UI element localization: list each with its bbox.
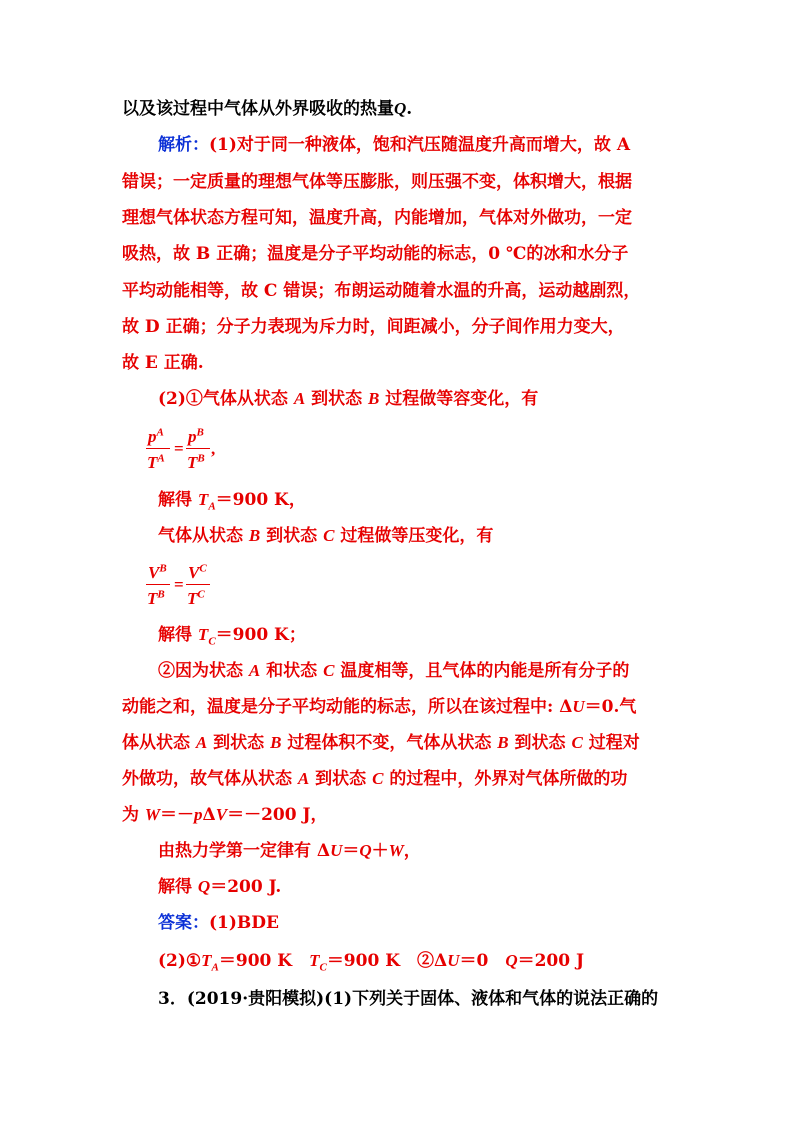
analysis-colon: ：	[192, 135, 209, 155]
text: (2)①气体从状态	[158, 389, 294, 409]
text: ＝900 K，	[215, 490, 306, 510]
var-w: W	[144, 805, 161, 824]
answer-colon: ：	[192, 913, 209, 933]
text: ＝900 K	[218, 951, 310, 971]
superscript: C	[199, 562, 207, 575]
symbol: V	[188, 563, 200, 582]
equals-sign: =	[174, 439, 184, 458]
fraction-bar	[186, 448, 210, 449]
text: 气体从状态	[158, 526, 249, 546]
part2-step2	[158, 525, 493, 547]
superscript: B	[197, 452, 205, 465]
var-c: C	[571, 733, 583, 752]
text: 外做功，故气体从状态	[122, 769, 298, 789]
analysis-label: 解析	[158, 135, 192, 155]
intro-text: 以及该过程中气体从外界吸收的热量	[122, 99, 394, 119]
symbol: T	[147, 589, 158, 608]
symbol: T	[187, 453, 198, 472]
fraction-denominator	[147, 590, 165, 608]
text: 过程做等容变化，有	[379, 389, 539, 409]
symbol: T	[187, 589, 198, 608]
text: 解得	[158, 877, 198, 897]
question-text: (2019·贵阳模拟)(1)下列关于固体、液体和气体的说法正确的	[186, 989, 659, 1009]
symbol: T	[147, 453, 158, 472]
text: 到状态	[508, 733, 572, 753]
text: 到状态	[305, 389, 369, 409]
analysis-line-3: 理想气体状态方程可知，温度升高，内能增加，气体对外做功，一定	[122, 208, 632, 228]
text: ＝900 K ②Δ	[326, 951, 448, 971]
equation-isochoric	[146, 424, 266, 474]
var-c: C	[323, 661, 335, 680]
text: 为	[122, 805, 145, 825]
text: ＝900 K；	[215, 625, 306, 645]
analysis-line-1	[158, 134, 630, 156]
var-b: B	[248, 526, 261, 545]
answer-line-2	[158, 950, 584, 972]
text: 到状态	[207, 733, 271, 753]
text: 动能之和，温度是分子平均动能的标志，所以在该过程中: Δ	[122, 697, 573, 717]
text: ＝－200 J，	[227, 805, 328, 825]
var-b: B	[368, 389, 380, 408]
text: ②因为状态	[158, 661, 249, 681]
text: ＝0	[459, 951, 506, 971]
superscript: C	[197, 588, 205, 601]
fraction-bar	[186, 584, 210, 585]
analysis-line-2: 错误；一定质量的理想气体等压膨胀，则压强不变，体积增大，根据	[122, 172, 632, 192]
answer-first: (1)BDE	[209, 913, 279, 933]
text: 的过程中，外界对气体所做的功	[383, 769, 628, 789]
var-a: A	[293, 389, 306, 408]
analysis-line-7: 故 E 正确.	[122, 353, 204, 373]
fraction-bar	[146, 448, 170, 449]
text: 解得	[158, 490, 198, 510]
superscript: B	[159, 562, 167, 575]
text: 到状态	[309, 769, 373, 789]
var-a: A	[195, 733, 208, 752]
p2-line-4	[122, 768, 627, 790]
superscript: A	[157, 452, 165, 465]
var-u: U	[572, 697, 585, 716]
text: (2)①	[158, 951, 202, 971]
text: 温度相等，且气体的内能是所有分子的	[334, 661, 630, 681]
answer-label: 答案	[158, 913, 192, 933]
text: 到状态	[260, 526, 324, 546]
text: 和状态	[260, 661, 324, 681]
subscript: C	[208, 635, 216, 648]
fraction-denominator	[187, 454, 205, 472]
var-a: A	[248, 661, 261, 680]
fraction-numerator	[148, 564, 167, 582]
symbol: V	[148, 563, 160, 582]
symbol: T	[309, 951, 320, 970]
text: Δ	[202, 805, 216, 825]
var-q: Q	[505, 951, 518, 970]
symbol: T	[197, 625, 209, 644]
subscript: C	[319, 961, 327, 974]
first-law-line	[158, 840, 421, 862]
text: 过程对	[582, 733, 640, 753]
question-3-line	[158, 988, 658, 1010]
part2-step1	[158, 388, 538, 410]
var-w: W	[388, 841, 404, 860]
analysis-line-4: 吸热，故 B 正确；温度是分子平均动能的标志，0 ℃的冰和水分子	[122, 244, 629, 264]
text: ＝200 J	[517, 951, 585, 971]
symbol: T	[197, 490, 209, 509]
p2-line-1	[158, 660, 629, 682]
fraction-denominator	[147, 454, 165, 472]
fraction-bar	[146, 584, 170, 585]
p2-line-3	[122, 732, 640, 754]
symbol: T	[201, 951, 212, 970]
var-u: U	[330, 841, 343, 860]
analysis-line-5: 平均动能相等，故 C 错误；布朗运动随着水温的升高，运动越剧烈，	[122, 281, 641, 301]
fraction-numerator	[148, 428, 164, 446]
superscript: A	[156, 426, 164, 439]
result-tc	[158, 624, 306, 646]
text: 由热力学第一定律有 Δ	[158, 841, 331, 861]
var-c: C	[323, 526, 335, 545]
result-ta	[158, 489, 306, 511]
text: 解得	[158, 625, 198, 645]
text: ＋	[371, 841, 389, 861]
text: 过程体积不变，气体从状态	[281, 733, 498, 753]
var-c: C	[372, 769, 384, 788]
var-v: V	[215, 805, 228, 824]
text: 体从状态	[122, 733, 196, 753]
symbol: p	[148, 427, 157, 446]
intro-var: Q	[394, 99, 407, 118]
var-q: Q	[359, 841, 372, 860]
text: ＝－	[160, 805, 195, 825]
intro-end: .	[406, 99, 413, 119]
result-q	[158, 876, 281, 898]
analysis-line-6: 故 D 正确；分子力表现为斥力时，间距减小，分子间作用力变大，	[122, 317, 625, 337]
text: 过程做等压变化，有	[334, 526, 494, 546]
var-b: B	[270, 733, 282, 752]
var-b: B	[497, 733, 509, 752]
comma: ,	[211, 439, 216, 458]
equals-sign: =	[174, 575, 184, 594]
p2-line-2	[122, 696, 636, 718]
fraction-numerator	[188, 564, 207, 582]
superscript: B	[157, 588, 165, 601]
superscript: B	[196, 426, 204, 439]
analysis-text: (1)对于同一种液体，饱和汽压随温度升高而增大，故 A	[209, 135, 631, 155]
p2-line-5	[122, 804, 328, 826]
text: ，	[403, 841, 421, 861]
equation-isobaric	[146, 560, 266, 610]
text: ＝0.气	[584, 697, 637, 717]
var-q: Q	[197, 877, 211, 896]
subscript: A	[208, 500, 216, 513]
symbol: p	[188, 427, 197, 446]
var-p: p	[194, 805, 203, 824]
answer-line-1	[158, 912, 279, 934]
fraction-numerator	[188, 428, 204, 446]
intro-line	[122, 98, 412, 120]
text: ＝200 J.	[210, 877, 282, 897]
subscript: A	[211, 961, 219, 974]
var-a: A	[297, 769, 310, 788]
question-number: 3．	[158, 989, 187, 1009]
text: ＝	[342, 841, 360, 861]
fraction-denominator	[187, 590, 205, 608]
var-u: U	[447, 951, 460, 970]
